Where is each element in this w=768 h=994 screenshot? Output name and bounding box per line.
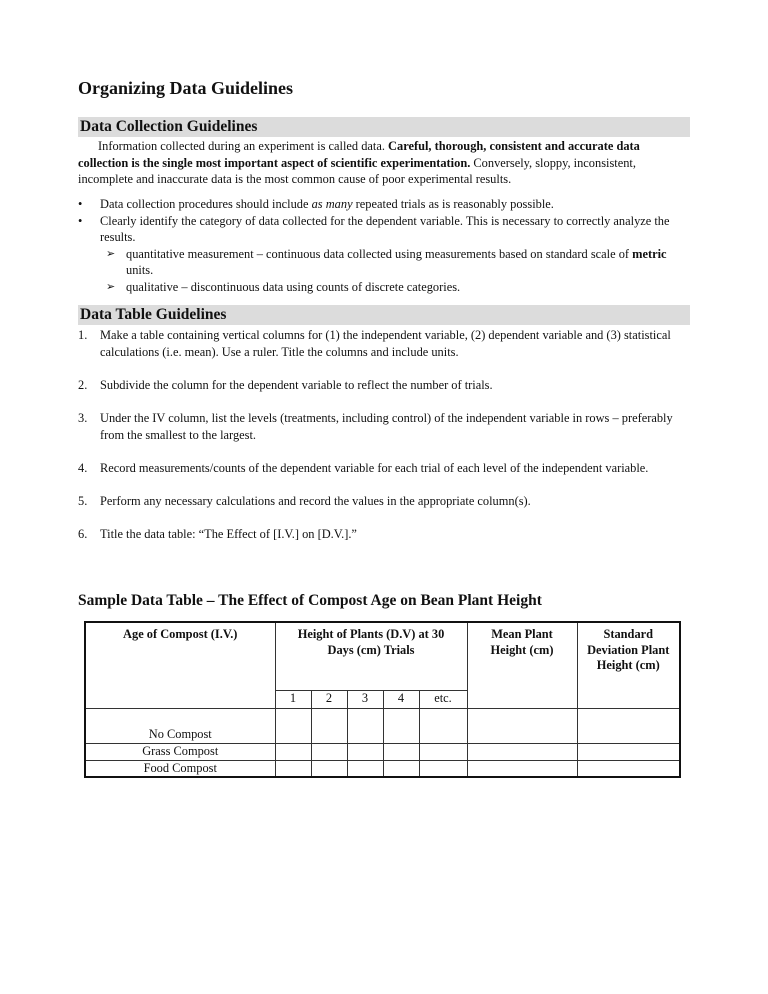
- data-cell: [467, 760, 577, 777]
- sub1-start: quantitative measurement – continuous data collected using measurements based on standard scale of: [126, 246, 633, 261]
- step-text: Subdivide the column for the dependent variable to reflect the number of trials.: [100, 377, 493, 392]
- step-number: 3.: [78, 410, 88, 425]
- data-cell: [275, 743, 311, 760]
- sample-table-title: Sample Data Table – The Effect of Compost Age on Bean Plant Height: [78, 592, 542, 609]
- data-cell: [419, 743, 467, 760]
- level-grass-compost: Grass Compost: [85, 743, 275, 760]
- data-cell: [275, 708, 311, 743]
- step-number: 1.: [78, 328, 88, 342]
- step-number: 5.: [78, 493, 88, 508]
- header-height-of-plants: Height of Plants (D.V) at 30 Days (cm) Trials: [275, 622, 467, 690]
- data-cell: [577, 708, 680, 743]
- data-cell: [419, 760, 467, 777]
- table-header-row: [85, 622, 680, 690]
- step-text: Title the data table: “The Effect of [I.V.] on [D.V.].”: [100, 527, 357, 542]
- level-no-compost: No Compost: [85, 708, 275, 743]
- step-number: 2.: [78, 377, 88, 392]
- table-row: [85, 743, 680, 760]
- step-text: Perform any necessary calculations and record the values in the appropriate column(s).: [100, 493, 531, 508]
- table-row: [85, 760, 680, 777]
- bullet2-text: Clearly identify the category of data collected for the dependent variable. This is necessary to correctly analyze the results.: [100, 213, 670, 245]
- intro-text-start: Information collected during an experiment is called data.: [98, 139, 389, 153]
- step-item: [78, 377, 688, 394]
- page-title: Organizing Data Guidelines: [78, 78, 294, 98]
- sub2-text: qualitative – discontinuous data using counts of discrete categories.: [126, 279, 461, 294]
- step-item: [78, 460, 688, 477]
- data-cell: [383, 708, 419, 743]
- data-cell: [311, 708, 347, 743]
- sub1-bold: metric: [632, 246, 667, 261]
- step-item: [78, 410, 688, 443]
- header-standard-deviation: Standard Deviation Plant Height (cm): [577, 622, 680, 708]
- header-mean-height: Mean Plant Height (cm): [467, 622, 577, 708]
- data-cell: [467, 708, 577, 743]
- section-heading-collection: Data Collection Guidelines: [78, 117, 690, 137]
- bullet-item: [78, 196, 688, 213]
- step-item: [78, 327, 688, 360]
- data-cell: [347, 708, 383, 743]
- collection-intro: [78, 138, 686, 188]
- arrow-bullet-icon: ➢: [106, 280, 116, 293]
- sub-bullet-item: [78, 246, 688, 279]
- table-steps: [78, 327, 688, 559]
- trial-number: 3: [347, 690, 383, 708]
- bullet1-end: repeated trials as is reasonably possible.: [352, 197, 554, 211]
- data-cell: [419, 708, 467, 743]
- arrow-bullet-icon: ➢: [106, 247, 116, 260]
- step-text: Under the IV column, list the levels (treatments, including control) of the independent variable in rows – preferably from the smallest to the largest.: [100, 410, 673, 442]
- section-heading-table: Data Table Guidelines: [78, 305, 690, 325]
- bullet-item: [78, 213, 688, 296]
- header-age-of-compost: Age of Compost (I.V.): [85, 622, 275, 708]
- step-item: [78, 493, 688, 510]
- level-food-compost: Food Compost: [85, 760, 275, 777]
- trial-number: 1: [275, 690, 311, 708]
- data-cell: [347, 743, 383, 760]
- bullet1-start: Data collection procedures should include: [100, 197, 312, 211]
- collection-bullets: [78, 196, 688, 296]
- data-cell: [275, 760, 311, 777]
- data-cell: [577, 760, 680, 777]
- sub-bullet-item: [78, 279, 688, 296]
- sample-data-table: [84, 621, 681, 778]
- intro-text-bold: Careful, thorough, consistent and accurate data collection is the single most important aspect of scientific experimentation.: [78, 139, 640, 170]
- data-cell: [467, 743, 577, 760]
- step-number: 6.: [78, 527, 88, 542]
- step-item: [78, 526, 688, 543]
- data-cell: [347, 760, 383, 777]
- bullet1-italic: as many: [311, 197, 353, 211]
- sub1-end: units.: [126, 263, 154, 278]
- data-cell: [383, 760, 419, 777]
- data-cell: [383, 743, 419, 760]
- sub-bullets: [78, 246, 688, 296]
- data-cell: [311, 743, 347, 760]
- trial-number: etc.: [419, 690, 467, 708]
- intro-text-end: Conversely, sloppy, inconsistent, incomplete and inaccurate data is the most common cause of poor experimental results.: [78, 155, 636, 187]
- trial-number: 2: [311, 690, 347, 708]
- data-cell: [311, 760, 347, 777]
- data-cell: [577, 743, 680, 760]
- step-text: Record measurements/counts of the dependent variable for each trial of each level of the independent variable.: [100, 460, 649, 475]
- trial-number: 4: [383, 690, 419, 708]
- step-number: 4.: [78, 460, 88, 475]
- table-row: [85, 708, 680, 743]
- step-text: Make a table containing vertical columns for (1) the independent variable, (2) dependent variable and (3) statistical calculations (i.e. mean). Use a ruler. Title the columns and include units.: [100, 328, 671, 359]
